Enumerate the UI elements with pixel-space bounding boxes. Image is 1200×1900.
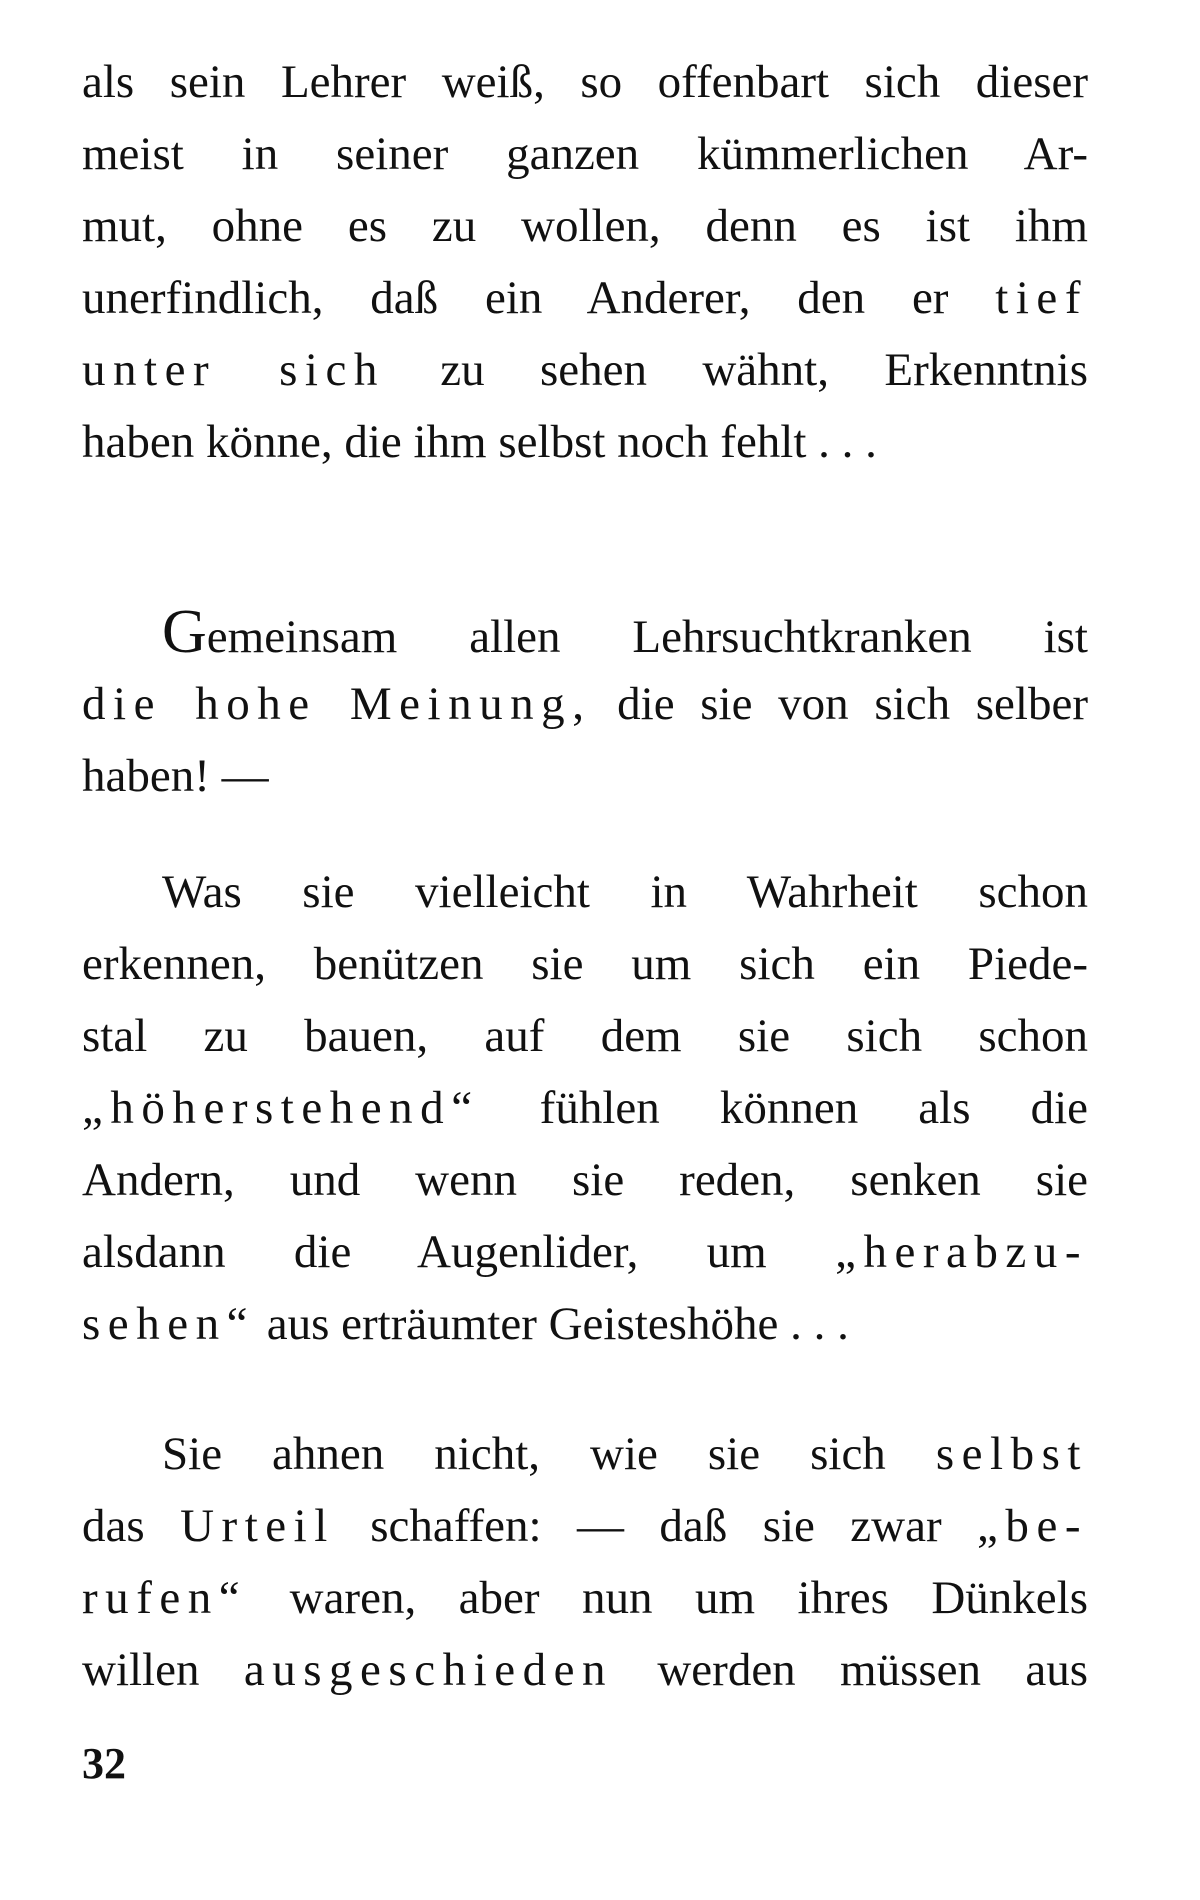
text-line: haben könne, die ihm selbst noch fehlt . . . xyxy=(82,416,877,468)
text-line xyxy=(82,1072,1088,1144)
spaced-text: selbst xyxy=(935,1428,1088,1480)
text-line xyxy=(82,334,1088,406)
text-line: mut, ohne es zu wollen, denn es ist ihm xyxy=(82,200,1088,252)
text-line: Andern, und wenn sie reden, senken sie xyxy=(82,1154,1088,1206)
text-segment: waren, aber nun um ihres Dünkels xyxy=(247,1572,1088,1624)
text-segment: die sie von sich selber xyxy=(591,678,1088,730)
text-line xyxy=(162,596,1088,668)
spaced-text: „herabzu- xyxy=(835,1226,1088,1278)
spaced-text: rufen“ xyxy=(82,1572,248,1624)
page-number: 32 xyxy=(82,1739,126,1788)
text-line: haben! — xyxy=(82,750,269,802)
text-segment: willen xyxy=(82,1644,244,1696)
text-line xyxy=(82,1562,1088,1634)
text-line xyxy=(82,668,1088,740)
text-segment: unerfindlich, daß ein Anderer, den er xyxy=(82,272,996,324)
spaced-text: unter sich xyxy=(82,344,385,396)
text-line xyxy=(82,1634,1088,1706)
text-line xyxy=(162,1418,1088,1490)
text-segment: werden müssen aus xyxy=(613,1644,1088,1696)
initial-letter: G xyxy=(162,598,207,666)
spaced-text: die hohe Meinung, xyxy=(82,678,592,730)
spaced-text: „be- xyxy=(977,1500,1088,1552)
text-line: als sein Lehrer weiß, so offenbart sich dieser xyxy=(82,56,1088,108)
text-segment: aus erträumter Geisteshöhe . . . xyxy=(255,1298,849,1350)
spaced-text: sehen“ xyxy=(82,1298,255,1350)
text-line xyxy=(82,1216,1088,1288)
text-segment: das xyxy=(82,1500,181,1552)
text-segment: Sie ahnen nicht, wie sie sich xyxy=(162,1428,936,1480)
text-segment: alsdann die Augenlider, um xyxy=(82,1226,836,1278)
text-line: stal zu bauen, auf dem sie sich schon xyxy=(82,1010,1088,1062)
text-segment: schaffen: — daß sie zwar xyxy=(334,1500,978,1552)
spaced-text: „höherstehend“ xyxy=(82,1082,480,1134)
text-segment: zu sehen wähnt, Erkenntnis xyxy=(384,344,1088,396)
text-line xyxy=(82,1490,1088,1562)
text-segment: emeinsam allen Lehrsuchtkranken ist xyxy=(206,611,1088,663)
text-line xyxy=(82,1288,1088,1360)
text-line: Was sie vielleicht in Wahrheit schon xyxy=(162,866,1088,918)
text-line: erkennen, benützen sie um sich ein Piede- xyxy=(82,938,1088,990)
spaced-text: ausgeschieden xyxy=(243,1644,614,1696)
text-line xyxy=(82,262,1088,334)
text-segment: fühlen können als die xyxy=(479,1082,1088,1134)
spaced-text: Urteil xyxy=(180,1500,335,1552)
text-line: meist in seiner ganzen kümmerlichen Ar- xyxy=(82,128,1088,180)
spaced-text: tief xyxy=(995,272,1088,324)
